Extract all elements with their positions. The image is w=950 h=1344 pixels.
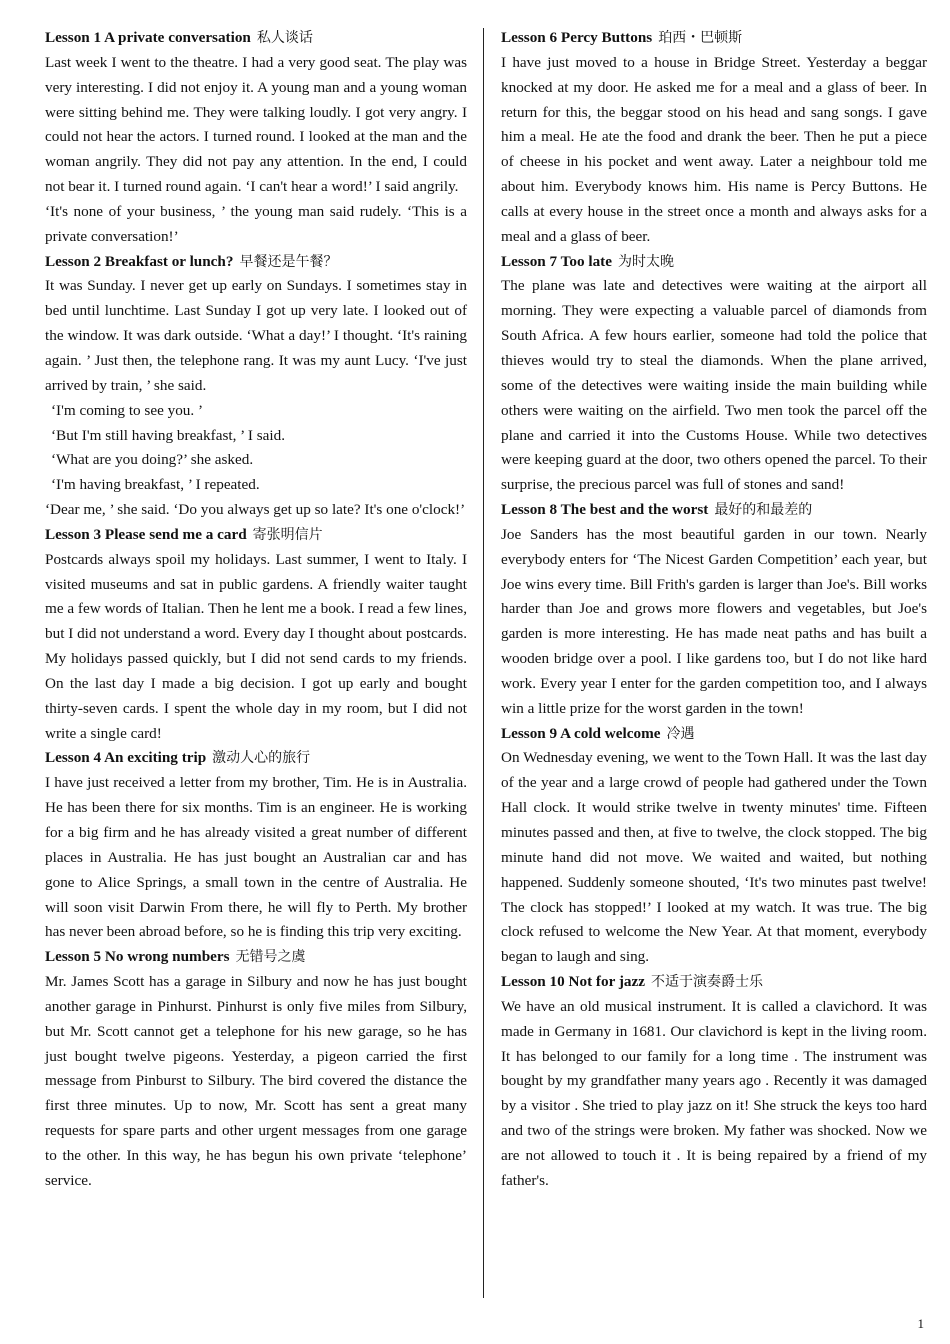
lesson-title-chinese: 珀西・巴顿斯 [658,30,743,46]
lesson-paragraph: The plane was late and detectives were waiting at the airport all morning. They were expecting a valuable parcel of diamonds from South Africa. A few hours earlier, someone had told the police that thieves would try to steal the diamonds. When the plane arrived, some of the detectives were waiting inside the main building while others were waiting on the airfield. Two men took the parcel off the plane and carried it into the Customs House. While two detectives were keeping guard at the door, two others opened the parcel. To their surprise, the precious parcel was full of stones and sand! [501,277,927,494]
lesson-title: Lesson 5 No wrong numbers [45,948,230,966]
dialogue-line: ‘I'm having breakfast, ’ I repeated. [51,476,260,494]
lesson-title-chinese: 不适于演奏爵士乐 [650,974,763,991]
lesson-section [501,250,927,498]
dialogue-line: ‘What are you doing?’ she asked. [51,451,254,469]
lesson-paragraph: It was Sunday. I never get up early on Sundays. I sometimes stay in bed until lunchtime. Last Sunday I got up very late. I looked out of the window. It was dark outside. ‘What a day!’ I thought. ‘It's raining again. ’ Just then, the telephone rang. It was my aunt Lucy. ‘I've just arrived by train, ’ she said. [45,277,467,394]
lesson-title: Lesson 1 A private conversation [45,29,251,46]
right-column [501,26,927,1194]
lesson-title: Lesson 6 Percy Buttons [501,29,653,46]
lesson-title: Lesson 7 Too late [501,252,612,270]
lesson-paragraph: I have just moved to a house in Bridge Street. Yesterday a beggar knocked at my door. He asked me for a meal and a glass of beer. In return for this, the beggar stood on his head and sang songs. I gave him a meal. He ate the food and drank the beer. Then he put a piece of cheese in his pocket and went away. Later a neighbour told me about him. Everybody knows him. His name is Percy Buttons. He calls at every house in the street once a month and always asks for a meal and a glass of beer. [501,53,927,245]
lesson-heading [45,250,467,275]
lesson-title-chinese: 寄张明信片 [252,526,323,543]
lesson-title-chinese: 私人谈话 [256,30,313,46]
lesson-section [501,498,927,722]
lesson-section [45,945,467,1193]
lesson-paragraph: Postcards always spoil my holidays. Last summer, I went to Italy. I visited museums and sat in public gardens. A friendly waiter taught me a few words of Italian. Then he lent me a book. I read a few lines, but I did not understand a word. Every day I thought about postcards. My holidays passed quickly, but I did not send cards to my friends. On the last day I made a big decision. I got up early and bought thirty-seven cards. I spent the whole day in my room, but I did not write a single card! [45,550,467,742]
lesson-title-chinese: 冷遇 [666,725,695,742]
lesson-title: Lesson 4 An exciting trip [45,749,207,767]
lesson-paragraph: Mr. James Scott has a garage in Silbury and now he has just bought another garage in Pinhurst. Pinhurst is only five miles from Silbury, but Mr. Scott cannot get a telephone for his new garage, so he has just bought twelve pigeons. Yesterday, a pigeon carried the first message from Pinburst to Silbury. The bird covered the distance the first three minutes. Up to now, Mr. Scott has sent a great many requests for spare parts and other urgent messages from one garage to the other. In this way, he has begun his own private ‘telephone’ service. [45,973,467,1189]
dialogue-line: ‘But I'm still having breakfast, ’ I said. [51,426,286,444]
lesson-title: Lesson 10 Not for jazz [501,973,645,991]
lesson-section [501,722,927,970]
lesson-paragraph: We have an old musical instrument. It is called a clavichord. It was made in Germany in 1681. Our clavichord is kept in the living room. It has belonged to our family for a long time . The instrument was bought by my grandfather many years ago . Recently it was damaged by a visitor . She tried to play jazz on it! She struck the keys too hard and two of the strings were broken. My father was shocked. Now we are not allowed to touch it . It is being repaired by a friend of my father's. [501,997,927,1189]
lesson-section [501,26,927,250]
lesson-title-chinese: 为时太晚 [617,253,674,270]
lesson-title-chinese: 早餐还是午餐？ [239,253,338,270]
lesson-heading [501,970,927,995]
lesson-title: Lesson 2 Breakfast or lunch? [45,252,234,270]
lesson-heading [501,26,927,51]
lesson-paragraph: On Wednesday evening, we went to the Town Hall. It was the last day of the year and a large crowd of people had gathered under the Town Hall clock. It would strike twelve in twenty minutes' time. Fifteen minutes passed and then, at five to twelve, the clock stopped. The big minute hand did not move. We waited and waited, but nothing happened. Suddenly someone shouted, ‘It's two minutes past twelve! The clock has stopped!’ I looked at my watch. It was true. The big clock refused to welcome the New Year. At that moment, everybody began to laugh and sing. [501,749,927,966]
lesson-title: Lesson 9 A cold welcome [501,724,661,742]
lesson-title: Lesson 3 Please send me a card [45,525,247,543]
lesson-title-chinese: 最好的和最差的 [714,502,813,519]
page-number: 1 [917,1316,924,1331]
column-divider [483,28,484,1298]
lesson-heading [501,722,927,747]
lesson-heading [45,945,467,970]
lesson-paragraph: Last week I went to the theatre. I had a very good seat. The play was very interesting. I did not enjoy it. A young man and a young woman were sitting behind me. They were talking loudly. I got very angry. I could not hear the actors. I turned round. I looked at the man and the woman angrily. They did not pay any attention. In the end, I could not bear it. I turned round again. ‘I can't hear a word!’ I said angrily. [45,53,467,196]
lesson-heading [501,498,927,523]
lesson-heading [45,26,467,51]
lesson-title-chinese: 激动人心的旅行 [212,750,311,767]
dialogue-line: ‘I'm coming to see you. ’ [51,401,204,419]
lesson-paragraph: ‘It's none of your business, ’ the young man said rudely. ‘This is a private conversation!’ [45,202,467,245]
lesson-heading [45,746,467,771]
lesson-section [45,26,467,250]
lesson-section [45,746,467,945]
lesson-paragraph: I have just received a letter from my brother, Tim. He is in Australia. He has been there for six months. Tim is an engineer. He is working for a big firm and he has already visited a great number of different places in Australia. He has just bought an Australian car and has gone to Alice Springs, a small town in the centre of Australia. He will soon visit Darwin From there, he will fly to Perth. My brother has never been abroad before, so he is finding this trip very exciting. [45,774,467,941]
lesson-title-chinese: 无错号之虞 [235,949,306,966]
dialogue-line: ‘Dear me, ’ she said. ‘Do you always get up so late? It's one o'clock!’ [45,501,466,519]
lesson-section [501,970,927,1194]
lesson-paragraph: Joe Sanders has the most beautiful garden in our town. Nearly everybody enters for ‘The Nicest Garden Competition’ each year, but Joe wins every time. Bill Frith's garden is larger than Joe's. Bill works harder than Joe and grows more flowers and vegetables, but Joe's garden is more interesting. He has made neat paths and has built a wooden bridge over a pool. I like gardens too, but I do not like hard work. Every year I enter for the garden competition too, and I always win a little prize for the worst garden in the town! [501,525,927,717]
lesson-section [45,250,467,523]
lesson-title: Lesson 8 The best and the worst [501,501,709,519]
lesson-heading [45,523,467,548]
lesson-heading [501,250,927,275]
lesson-section [45,523,467,747]
left-column [45,26,467,1194]
